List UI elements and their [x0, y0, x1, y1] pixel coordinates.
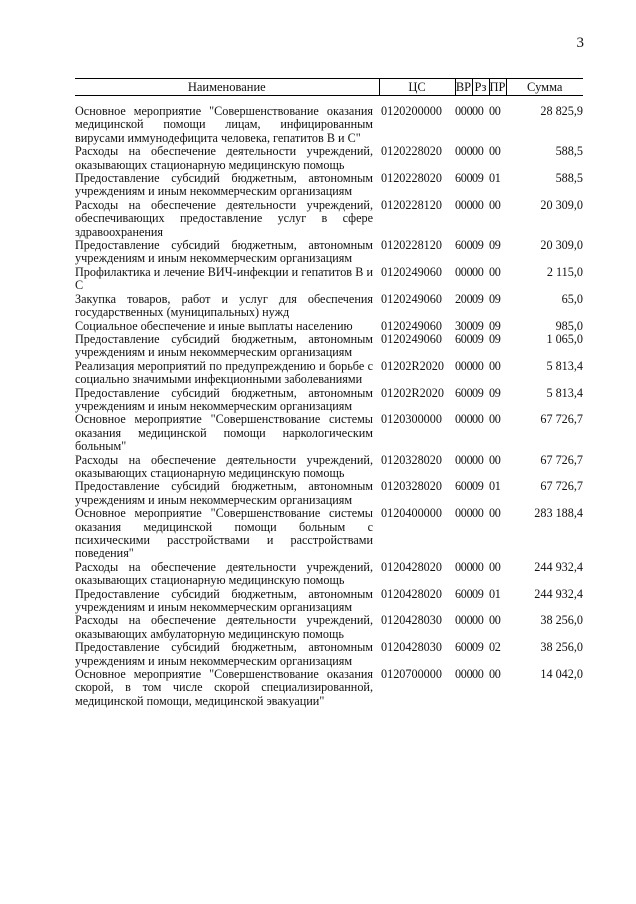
row-sum-cell: 244 932,4 — [534, 559, 583, 574]
row-rz-cell: 09 — [472, 586, 484, 601]
row-vr-cell: 600 — [455, 171, 473, 186]
row-name-cell: Расходы на обеспечение деятельности учреждений, оказывающих стационарную медицинскую помощь — [75, 144, 373, 172]
row-pr-cell: 00 — [489, 104, 501, 118]
row-pr-cell: 09 — [489, 318, 501, 333]
row-sum-cell: 588,5 — [555, 144, 583, 159]
row-rz-cell: 09 — [472, 331, 484, 346]
row-sum-cell: 2 115,0 — [546, 264, 583, 279]
row-sum-cell: 244 932,4 — [534, 586, 583, 601]
table-body — [75, 96, 583, 709]
row-name-cell: Социальное обеспечение и иные выплаты населению — [75, 318, 353, 333]
table-row — [75, 145, 583, 172]
table-row — [75, 266, 583, 293]
row-cs-cell: 0120428030 — [381, 640, 442, 655]
header-cs: ЦС — [379, 79, 455, 96]
row-name-cell: Основное мероприятие "Совершенствование системы оказания медицинской помощи наркологическим больным" — [75, 412, 373, 454]
row-pr-cell: 00 — [489, 506, 501, 521]
row-sum-cell: 20 309,0 — [540, 197, 583, 212]
row-name-cell: Расходы на обеспечение деятельности учреждений, оказывающих стационарную медицинскую помощь — [75, 559, 373, 588]
row-cs-cell: 0120400000 — [381, 506, 442, 521]
row-name-cell: Закупка товаров, работ и услуг для обеспечения государственных (муниципальных) нужд — [75, 291, 373, 320]
row-rz-cell: 00 — [472, 197, 484, 212]
row-pr-cell: 00 — [489, 667, 501, 682]
row-sum-cell: 5 813,4 — [546, 358, 583, 373]
row-pr-cell: 00 — [489, 197, 501, 212]
row-cs-cell: 0120428030 — [381, 613, 442, 628]
table-row — [75, 199, 583, 239]
row-vr-cell: 600 — [455, 385, 473, 400]
row-sum-cell: 985,0 — [555, 318, 583, 333]
row-name-cell: Предоставление субсидий бюджетным, автономным учреждениям и иным некоммерческим организациям — [75, 479, 373, 507]
row-name-cell: Расходы на обеспечение деятельности учреждений, оказывающих стационарную медицинскую помощь — [75, 452, 373, 480]
row-rz-cell: 09 — [472, 479, 484, 494]
row-vr-cell: 600 — [455, 586, 473, 601]
table-row — [75, 641, 583, 668]
row-vr-cell: 300 — [455, 318, 473, 333]
row-pr-cell: 09 — [489, 291, 501, 306]
row-pr-cell: 00 — [489, 559, 501, 574]
row-cs-cell: 0120249060 — [381, 291, 442, 306]
table-row — [75, 507, 583, 561]
row-rz-cell: 00 — [472, 613, 484, 628]
row-cs-cell: 0120428020 — [381, 586, 442, 601]
table-header — [75, 79, 583, 96]
table-row — [75, 454, 583, 481]
header-name: Наименование — [75, 79, 379, 96]
row-rz-cell: 09 — [472, 640, 484, 655]
row-vr-cell: 000 — [455, 559, 473, 574]
row-vr-cell: 600 — [455, 238, 473, 253]
table-row — [75, 320, 583, 333]
row-name-cell: Предоставление субсидий бюджетным, автономным учреждениям и иным некоммерческим организациям — [75, 586, 373, 615]
page-number: 3 — [576, 35, 584, 51]
row-rz-cell: 00 — [472, 264, 484, 279]
row-pr-cell: 01 — [489, 479, 501, 494]
row-cs-cell: 0120228020 — [381, 171, 442, 186]
row-cs-cell: 0120700000 — [381, 667, 442, 682]
row-pr-cell: 00 — [489, 613, 501, 628]
row-sum-cell: 588,5 — [555, 171, 583, 186]
row-vr-cell: 000 — [455, 613, 473, 628]
row-sum-cell: 67 726,7 — [540, 452, 583, 467]
row-pr-cell: 09 — [489, 238, 501, 253]
row-cs-cell: 0120328020 — [381, 479, 442, 494]
header-pr: ПР — [489, 79, 506, 94]
row-cs-cell: 0120249060 — [381, 318, 442, 333]
row-rz-cell: 00 — [472, 452, 484, 467]
row-vr-cell: 000 — [455, 412, 473, 427]
row-cs-cell: 0120428020 — [381, 559, 442, 574]
row-name-cell: Предоставление субсидий бюджетным, автономным учреждениям и иным некоммерческим организациям — [75, 640, 373, 668]
row-name-cell: Предоставление субсидий бюджетным, автономным учреждениям и иным некоммерческим организациям — [75, 331, 373, 360]
row-pr-cell: 00 — [489, 358, 501, 373]
row-rz-cell: 00 — [472, 667, 484, 682]
row-sum-cell: 283 188,4 — [534, 506, 583, 521]
table-row — [75, 387, 583, 414]
budget-table-container — [75, 78, 583, 708]
row-vr-cell: 600 — [455, 479, 473, 494]
row-sum-cell: 67 726,7 — [540, 479, 583, 494]
row-rz-cell: 09 — [472, 238, 484, 253]
row-cs-cell: 0120328020 — [381, 452, 442, 467]
table-row — [75, 360, 583, 387]
row-vr-cell: 000 — [455, 197, 473, 212]
table-row — [75, 239, 583, 266]
row-name-cell: Основное мероприятие "Совершенствование оказания скорой, в том числе скорой специализированной, медицинской помощи, медицинской эвакуации" — [75, 667, 373, 708]
row-sum-cell: 67 726,7 — [540, 412, 583, 427]
table-row — [75, 293, 583, 320]
row-pr-cell: 09 — [489, 385, 501, 400]
row-sum-cell: 28 825,9 — [540, 104, 583, 118]
row-vr-cell: 000 — [455, 264, 473, 279]
header-sum: Сумма — [506, 79, 583, 96]
row-pr-cell: 00 — [489, 412, 501, 427]
table-row — [75, 668, 583, 708]
table-row — [75, 480, 583, 507]
row-vr-cell: 200 — [455, 291, 473, 306]
row-rz-cell: 00 — [472, 358, 484, 373]
row-rz-cell: 00 — [472, 412, 484, 427]
row-cs-cell: 01202R2020 — [381, 385, 444, 400]
budget-table — [75, 78, 583, 708]
row-vr-cell: 000 — [455, 506, 473, 521]
row-pr-cell: 00 — [489, 144, 501, 159]
row-cs-cell: 0120228120 — [381, 197, 442, 212]
row-name-cell: Предоставление субсидий бюджетным, автономным учреждениям и иным некоммерческим организациям — [75, 385, 373, 413]
row-vr-cell: 600 — [455, 640, 473, 655]
row-pr-cell: 09 — [489, 331, 501, 346]
row-name-cell: Основное мероприятие "Совершенствование системы оказания медицинской помощи больным с психическими расстройствами и расстройствами поведения" — [75, 506, 373, 561]
row-name-cell: Предоставление субсидий бюджетным, автономным учреждениям и иным некоммерческим организациям — [75, 238, 373, 266]
row-sum-cell: 14 042,0 — [540, 667, 583, 682]
row-pr-cell: 01 — [489, 171, 501, 186]
header-vr: ВР — [455, 79, 472, 94]
row-name-cell: Расходы на обеспечение деятельности учреждений, оказывающих амбулаторную медицинскую помощь — [75, 613, 373, 641]
row-rz-cell: 09 — [472, 385, 484, 400]
table-row — [75, 561, 583, 588]
row-pr-cell: 00 — [489, 452, 501, 467]
row-cs-cell: 0120249060 — [381, 264, 442, 279]
table-row — [75, 413, 583, 453]
header-rz: Рз — [472, 79, 489, 96]
row-name-cell: Профилактика и лечение ВИЧ-инфекции и гепатитов В и С — [75, 264, 373, 293]
row-cs-cell: 0120249060 — [381, 331, 442, 346]
row-vr-cell: 000 — [455, 452, 473, 467]
row-sum-cell: 38 256,0 — [540, 640, 583, 655]
row-vr-cell: 000 — [455, 667, 473, 682]
row-cs-cell: 0120200000 — [381, 104, 442, 118]
row-sum-cell: 1 065,0 — [546, 331, 583, 346]
row-pr-cell: 01 — [489, 586, 501, 601]
row-rz-cell: 00 — [472, 506, 484, 521]
row-vr-cell: 000 — [455, 104, 473, 118]
row-rz-cell: 00 — [472, 104, 484, 118]
row-rz-cell: 09 — [472, 171, 484, 186]
row-name-cell: Реализация мероприятий по предупреждению и борьбе с социально значимыми инфекционными заболеваниями — [75, 358, 373, 387]
row-name-cell: Основное мероприятие "Совершенствование оказания медицинской помощи лицам, инфицированным вирусами иммунодефицита человека, гепатитов В и С" — [75, 104, 373, 145]
row-sum-cell: 65,0 — [561, 291, 583, 306]
row-vr-cell: 000 — [455, 358, 473, 373]
table-row — [75, 588, 583, 615]
row-cs-cell: 01202R2020 — [381, 358, 444, 373]
row-rz-cell: 09 — [472, 318, 484, 333]
row-name-cell: Расходы на обеспечение деятельности учреждений, обеспечивающих предоставление услуг в сфере здравоохранения — [75, 197, 373, 239]
row-sum-cell: 5 813,4 — [546, 385, 583, 400]
row-vr-cell: 600 — [455, 331, 473, 346]
row-sum-cell: 20 309,0 — [540, 238, 583, 253]
row-name-cell: Предоставление субсидий бюджетным, автономным учреждениям и иным некоммерческим организациям — [75, 171, 373, 199]
row-pr-cell: 00 — [489, 264, 501, 279]
row-sum-cell: 38 256,0 — [540, 613, 583, 628]
table-row — [75, 96, 583, 146]
row-rz-cell: 09 — [472, 291, 484, 306]
row-rz-cell: 00 — [472, 144, 484, 159]
row-vr-cell: 000 — [455, 144, 473, 159]
row-pr-cell: 02 — [489, 640, 501, 655]
table-row — [75, 614, 583, 641]
row-cs-cell: 0120228020 — [381, 144, 442, 159]
table-row — [75, 333, 583, 360]
row-cs-cell: 0120228120 — [381, 238, 442, 253]
row-rz-cell: 00 — [472, 559, 484, 574]
table-row — [75, 172, 583, 199]
row-cs-cell: 0120300000 — [381, 412, 442, 427]
